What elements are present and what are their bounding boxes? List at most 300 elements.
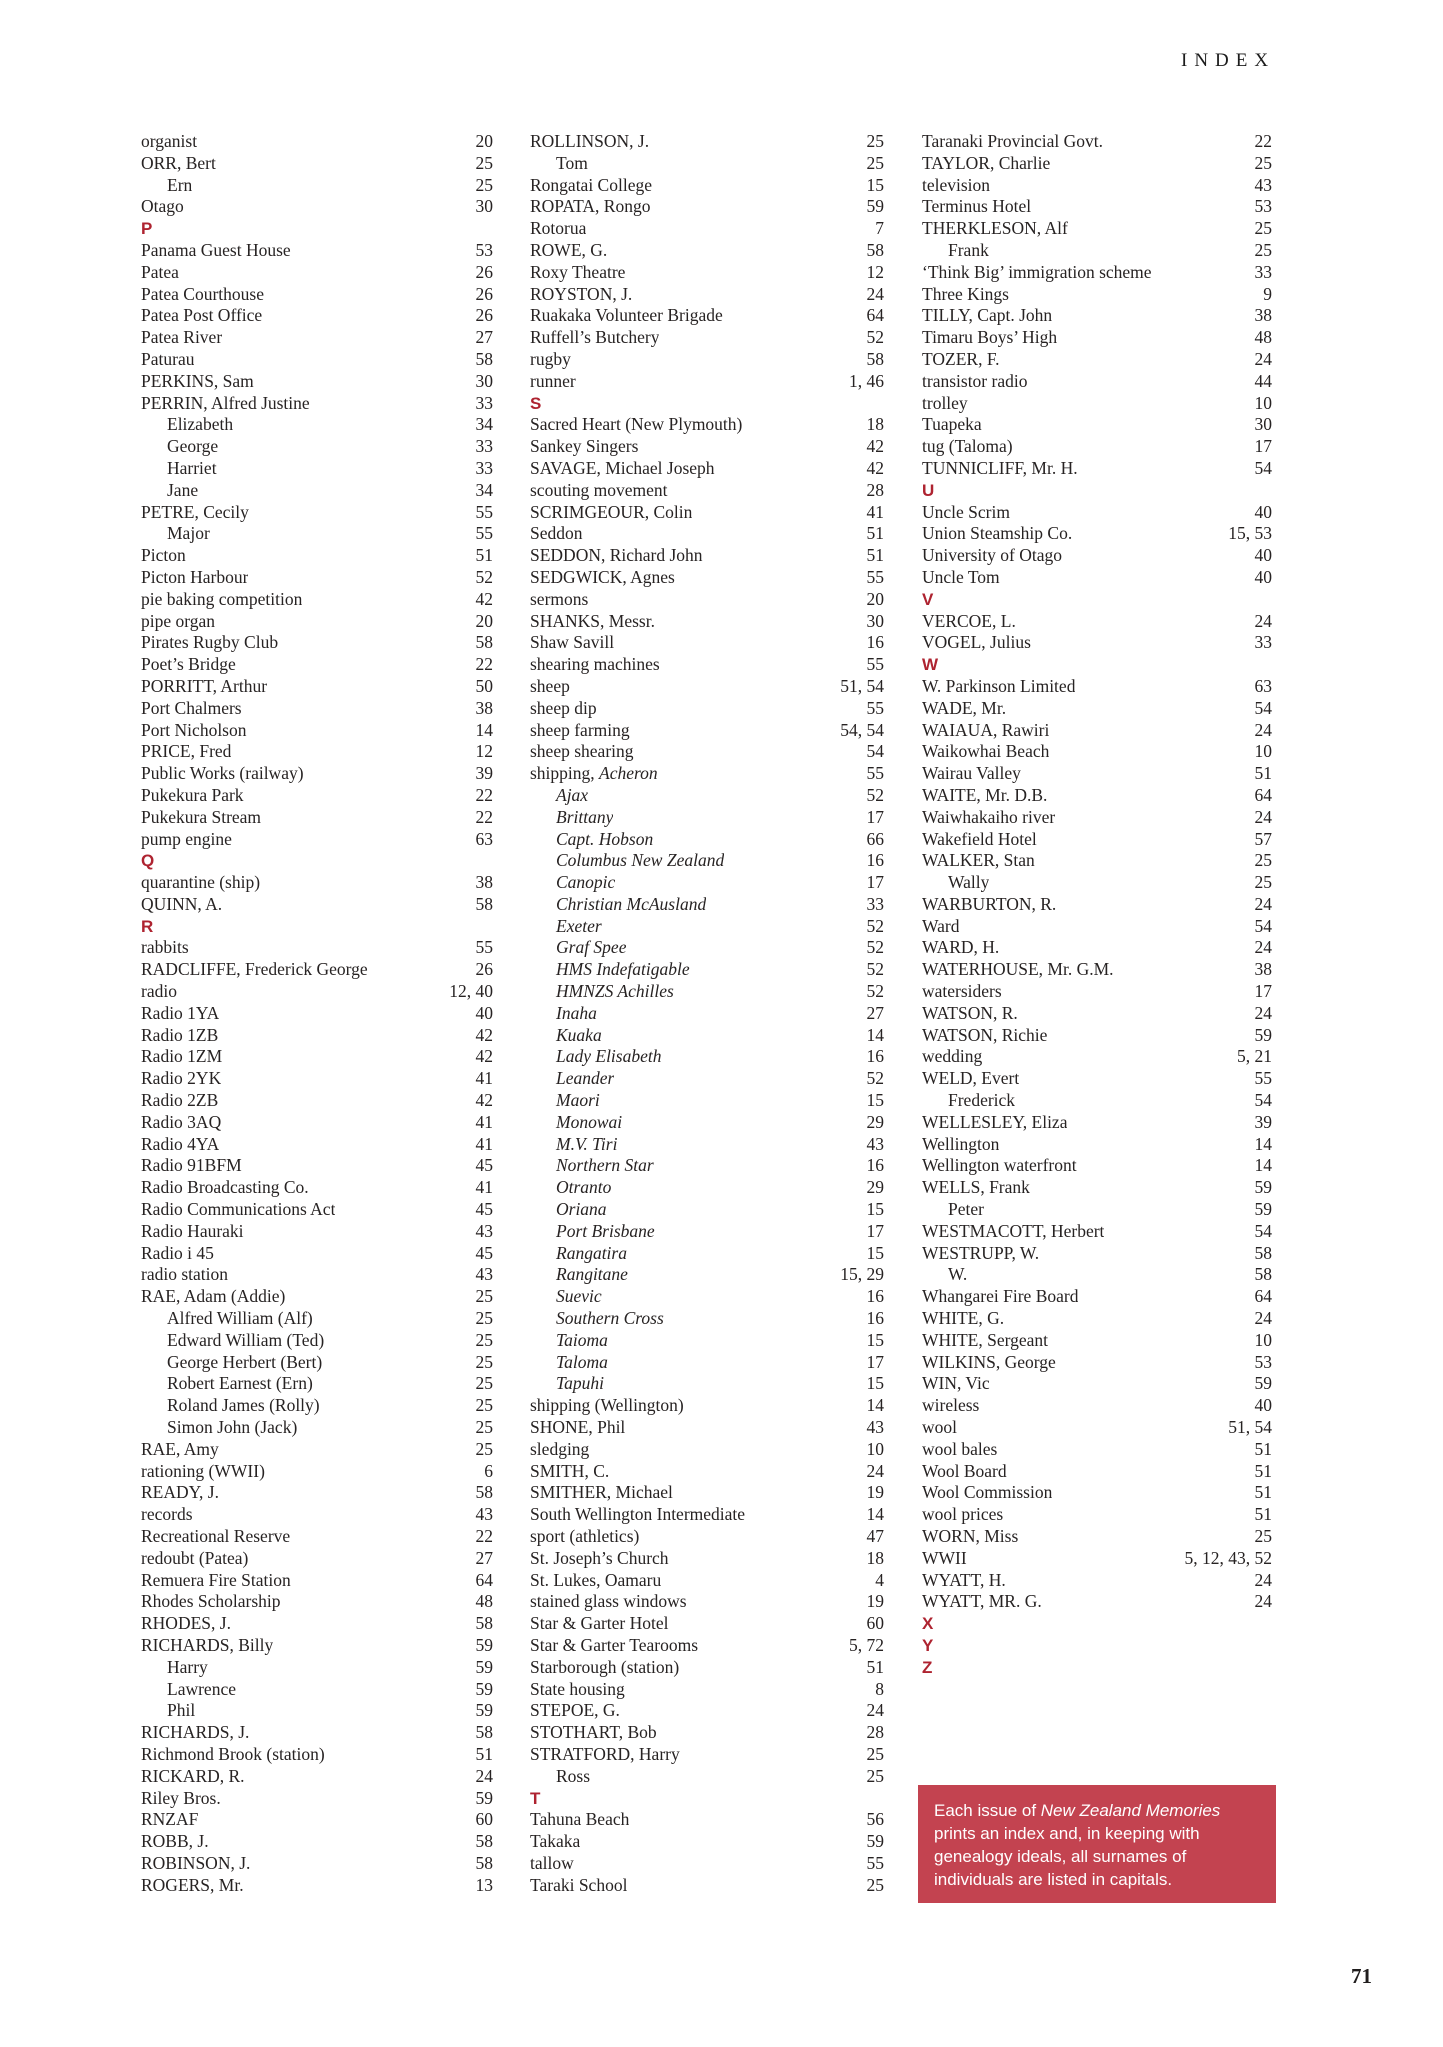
entry-label: quarantine (ship) <box>141 872 261 893</box>
index-entry <box>530 1744 884 1766</box>
entry-page-numbers: 25 <box>475 1417 493 1438</box>
entry-page-numbers: 55 <box>475 501 493 522</box>
entry-label: Taloma <box>556 1351 608 1372</box>
index-entry <box>141 1177 493 1199</box>
index-entry <box>141 1199 493 1221</box>
entry-label: Taioma <box>556 1329 608 1350</box>
entry-label: PERKINS, Sam <box>141 370 254 391</box>
entry-page-numbers: 27 <box>475 327 493 348</box>
entry-page-numbers: 17 <box>866 1351 884 1372</box>
entry-page-numbers: 14 <box>866 1024 884 1045</box>
entry-label: Terminus Hotel <box>922 196 1032 217</box>
index-entry <box>530 1526 884 1548</box>
entry-label: tallow <box>530 1852 574 1873</box>
entry-label: Northern Star <box>556 1155 654 1176</box>
index-entry <box>922 153 1272 175</box>
entry-label: Ward <box>922 915 960 936</box>
entry-page-numbers: 24 <box>866 283 884 304</box>
index-entry <box>922 1155 1272 1177</box>
entry-page-numbers: 29 <box>866 1111 884 1132</box>
entry-page-numbers: 33 <box>1254 261 1272 282</box>
entry-label: George <box>167 436 219 457</box>
entry-page-numbers: 15, 53 <box>1228 523 1272 544</box>
index-entry <box>141 1482 493 1504</box>
entry-label: M.V. Tiri <box>556 1133 618 1154</box>
entry-page-numbers: 16 <box>866 1046 884 1067</box>
entry-label: RADCLIFFE, Frederick George <box>141 959 368 980</box>
entry-label: Simon John (Jack) <box>167 1417 298 1438</box>
index-entry <box>530 916 884 938</box>
index-entry <box>141 1003 493 1025</box>
index-entry <box>922 1308 1272 1330</box>
index-entry <box>141 894 493 916</box>
entry-page-numbers: 43 <box>475 1264 493 1285</box>
entry-page-numbers: 54 <box>1254 915 1272 936</box>
entry-label: Wairau Valley <box>922 763 1021 784</box>
entry-label: Wakefield Hotel <box>922 828 1037 849</box>
index-note <box>918 1785 1276 1903</box>
index-entry <box>141 523 493 545</box>
index-entry <box>530 545 884 567</box>
entry-label: George Herbert (Bert) <box>167 1351 323 1372</box>
entry-label: Rhodes Scholarship <box>141 1591 281 1612</box>
entry-page-numbers: 12 <box>475 741 493 762</box>
entry-label: HMNZS Achilles <box>556 981 674 1002</box>
index-entry <box>530 1613 884 1635</box>
index-entry <box>922 1264 1272 1286</box>
index-entry <box>141 1243 493 1265</box>
index-entry <box>141 720 493 742</box>
entry-page-numbers: 39 <box>1254 1111 1272 1132</box>
entry-page-numbers: 59 <box>1254 1177 1272 1198</box>
entry-label: shipping, Acheron <box>530 763 658 784</box>
entry-label: PERRIN, Alfred Justine <box>141 392 310 413</box>
entry-page-numbers: 17 <box>866 1220 884 1241</box>
entry-page-numbers: 51 <box>1254 1460 1272 1481</box>
index-entry <box>530 1112 884 1134</box>
entry-label: Union Steamship Co. <box>922 523 1073 544</box>
index-entry <box>141 959 493 981</box>
index-entry <box>922 632 1272 654</box>
entry-label: scouting movement <box>530 479 668 500</box>
entry-label: Brittany <box>556 806 614 827</box>
entry-page-numbers: 14 <box>866 1395 884 1416</box>
index-entry <box>922 829 1272 851</box>
entry-page-numbers: 53 <box>1254 196 1272 217</box>
index-entry <box>922 1177 1272 1199</box>
index-entry <box>922 1286 1272 1308</box>
entry-page-numbers: 25 <box>475 1286 493 1307</box>
index-entry <box>141 1025 493 1047</box>
entry-page-numbers: 25 <box>475 1308 493 1329</box>
entry-page-numbers: 24 <box>866 1700 884 1721</box>
entry-label: Leander <box>556 1068 615 1089</box>
entry-label: SHONE, Phil <box>530 1417 626 1438</box>
index-note-line: individuals are listed in capitals. <box>934 1870 1173 1889</box>
index-entry <box>922 1068 1272 1090</box>
entry-page-numbers: 42 <box>475 1046 493 1067</box>
index-entry <box>922 698 1272 720</box>
entry-label: Wellington <box>922 1133 1000 1154</box>
index-entry <box>141 240 493 262</box>
entry-label: St. Lukes, Oamaru <box>530 1569 662 1590</box>
index-entry <box>141 1155 493 1177</box>
entry-page-numbers: 38 <box>1254 959 1272 980</box>
entry-label: Radio 1ZM <box>141 1046 223 1067</box>
index-entry <box>530 1199 884 1221</box>
entry-page-numbers: 15 <box>866 1199 884 1220</box>
entry-page-numbers: 58 <box>475 1613 493 1634</box>
entry-page-numbers: 25 <box>1254 872 1272 893</box>
entry-label: stained glass windows <box>530 1591 687 1612</box>
entry-label: SAVAGE, Michael Joseph <box>530 457 715 478</box>
entry-label: transistor radio <box>922 370 1028 391</box>
entry-page-numbers: 25 <box>475 152 493 173</box>
entry-label: Rangitane <box>556 1264 628 1285</box>
entry-label: Ruakaka Volunteer Brigade <box>530 305 723 326</box>
entry-page-numbers: 10 <box>1254 741 1272 762</box>
entry-page-numbers: 29 <box>866 1177 884 1198</box>
entry-page-numbers: 53 <box>1254 1351 1272 1372</box>
entry-label: RNZAF <box>141 1809 199 1830</box>
entry-label: RAE, Adam (Addie) <box>141 1286 286 1307</box>
index-entry <box>922 305 1272 327</box>
entry-label: QUINN, A. <box>141 893 223 914</box>
entry-label: WESTMACOTT, Herbert <box>922 1220 1105 1241</box>
entry-page-numbers: 25 <box>475 1329 493 1350</box>
entry-label: Panama Guest House <box>141 239 291 260</box>
entry-label: Uncle Tom <box>922 566 1000 587</box>
index-entry <box>922 1090 1272 1112</box>
entry-page-numbers: 15 <box>866 1329 884 1350</box>
entry-label: pie baking competition <box>141 588 303 609</box>
index-entry <box>922 1243 1272 1265</box>
entry-label: Jane <box>167 479 199 500</box>
entry-page-numbers: 52 <box>866 981 884 1002</box>
entry-page-numbers: 59 <box>475 1634 493 1655</box>
index-entry <box>922 1221 1272 1243</box>
index-entry <box>530 829 884 851</box>
entry-label: Wellington waterfront <box>922 1155 1077 1176</box>
entry-page-numbers: 19 <box>866 1482 884 1503</box>
entry-page-numbers: 33 <box>475 436 493 457</box>
entry-label: Rangatira <box>556 1242 627 1263</box>
index-entry <box>530 1657 884 1679</box>
index-entry <box>141 1264 493 1286</box>
entry-page-numbers: 22 <box>475 806 493 827</box>
entry-page-numbers: 24 <box>1254 610 1272 631</box>
entry-label: Public Works (railway) <box>141 763 304 784</box>
entry-label: THERKLESON, Alf <box>922 218 1068 239</box>
index-entry <box>530 981 884 1003</box>
entry-label: WESTRUPP, W. <box>922 1242 1040 1263</box>
entry-label: Radio 1ZB <box>141 1024 219 1045</box>
index-entry <box>530 1809 884 1831</box>
index-entry <box>530 676 884 698</box>
entry-page-numbers: 50 <box>475 675 493 696</box>
index-entry <box>922 937 1272 959</box>
entry-label: University of Otago <box>922 545 1062 566</box>
index-entry <box>530 262 884 284</box>
entry-page-numbers: 25 <box>475 1395 493 1416</box>
entry-label: Uncle Scrim <box>922 501 1010 522</box>
entry-label: wedding <box>922 1046 983 1067</box>
entry-label: Lady Elisabeth <box>556 1046 662 1067</box>
index-entry <box>141 1286 493 1308</box>
entry-page-numbers: 5, 72 <box>849 1634 884 1655</box>
entry-page-numbers: 24 <box>1254 1591 1272 1612</box>
entry-label: Phil <box>167 1700 196 1721</box>
index-entry <box>141 1700 493 1722</box>
index-entry <box>141 196 493 218</box>
entry-label: TOZER, F. <box>922 348 1000 369</box>
entry-page-numbers: 55 <box>866 1852 884 1873</box>
entry-label: Robert Earnest (Ern) <box>167 1373 313 1394</box>
entry-page-numbers: 52 <box>866 327 884 348</box>
index-entry <box>141 1417 493 1439</box>
index-entry <box>141 1679 493 1701</box>
entry-label: tug (Taloma) <box>922 436 1013 457</box>
entry-page-numbers: 15 <box>866 1242 884 1263</box>
entry-label: Suevic <box>556 1286 602 1307</box>
index-entry <box>530 1221 884 1243</box>
section-letter-W: W <box>922 655 939 675</box>
index-entry <box>141 131 493 153</box>
entry-page-numbers: 38 <box>475 697 493 718</box>
index-entry <box>141 741 493 763</box>
entry-label: HMS Indefatigable <box>556 959 690 980</box>
entry-label: Maori <box>556 1090 600 1111</box>
entry-label: W. <box>948 1264 968 1285</box>
index-entry <box>922 1482 1272 1504</box>
entry-page-numbers: 43 <box>1254 174 1272 195</box>
index-entry <box>141 262 493 284</box>
entry-page-numbers: 38 <box>475 872 493 893</box>
index-entry <box>922 436 1272 458</box>
entry-page-numbers: 10 <box>1254 392 1272 413</box>
entry-label: Harriet <box>167 457 217 478</box>
entry-page-numbers: 54 <box>1254 1090 1272 1111</box>
entry-label: VOGEL, Julius <box>922 632 1031 653</box>
index-entry <box>530 1853 884 1875</box>
entry-page-numbers: 25 <box>475 1438 493 1459</box>
index-entry <box>530 1700 884 1722</box>
entry-label: Patea Courthouse <box>141 283 264 304</box>
entry-label: Star & Garter Tearooms <box>530 1634 699 1655</box>
entry-page-numbers: 14 <box>1254 1155 1272 1176</box>
index-entry <box>922 414 1272 436</box>
section-letter-S: S <box>530 393 542 413</box>
entry-page-numbers: 51 <box>1254 1438 1272 1459</box>
entry-page-numbers: 55 <box>475 523 493 544</box>
entry-page-numbers: 25 <box>1254 239 1272 260</box>
index-entry <box>922 916 1272 938</box>
entry-page-numbers: 17 <box>866 806 884 827</box>
entry-label: Wool Commission <box>922 1482 1053 1503</box>
entry-page-numbers: 16 <box>866 632 884 653</box>
entry-label: Alfred William (Alf) <box>167 1308 313 1329</box>
entry-page-numbers: 27 <box>475 1547 493 1568</box>
index-entry <box>530 872 884 894</box>
index-entry <box>530 1482 884 1504</box>
index-entry <box>141 1635 493 1657</box>
entry-label: VERCOE, L. <box>922 610 1016 631</box>
index-entry <box>141 1330 493 1352</box>
index-entry <box>530 305 884 327</box>
index-entry <box>530 1417 884 1439</box>
entry-page-numbers: 58 <box>475 1482 493 1503</box>
index-entry <box>530 1134 884 1156</box>
entry-label: Port Brisbane <box>556 1220 655 1241</box>
entry-page-numbers: 14 <box>1254 1133 1272 1154</box>
entry-label: PORRITT, Arthur <box>141 675 268 696</box>
index-entry <box>530 959 884 981</box>
index-entry <box>922 959 1272 981</box>
entry-label: redoubt (Patea) <box>141 1547 249 1568</box>
entry-page-numbers: 33 <box>475 392 493 413</box>
entry-page-numbers: 25 <box>866 152 884 173</box>
entry-label: TUNNICLIFF, Mr. H. <box>922 457 1078 478</box>
entry-page-numbers: 55 <box>1254 1068 1272 1089</box>
entry-label: Exeter <box>556 915 602 936</box>
index-entry <box>922 1112 1272 1134</box>
index-entry <box>141 1526 493 1548</box>
index-entry <box>922 763 1272 785</box>
entry-page-numbers: 57 <box>1254 828 1272 849</box>
entry-page-numbers: 42 <box>475 588 493 609</box>
index-entry <box>530 502 884 524</box>
index-entry <box>141 175 493 197</box>
index-entry <box>922 196 1272 218</box>
index-entry <box>530 371 884 393</box>
section-letter-P: P <box>141 219 153 239</box>
entry-page-numbers: 14 <box>866 1504 884 1525</box>
entry-page-numbers: 16 <box>866 850 884 871</box>
entry-label: South Wellington Intermediate <box>530 1504 746 1525</box>
entry-label: Pirates Rugby Club <box>141 632 279 653</box>
index-entry <box>922 1025 1272 1047</box>
entry-page-numbers: 24 <box>1254 1002 1272 1023</box>
index-entry <box>530 763 884 785</box>
entry-label: PETRE, Cecily <box>141 501 249 522</box>
entry-label: Graf Spee <box>556 937 627 958</box>
entry-label: Edward William (Ted) <box>167 1329 325 1350</box>
index-entry <box>530 1766 884 1788</box>
entry-page-numbers: 59 <box>1254 1024 1272 1045</box>
index-entry <box>141 785 493 807</box>
entry-label: ROLLINSON, J. <box>530 131 650 151</box>
entry-label: W. Parkinson Limited <box>922 675 1076 696</box>
entry-label: Radio Broadcasting Co. <box>141 1177 309 1198</box>
entry-page-numbers: 25 <box>475 1351 493 1372</box>
index-entry <box>530 1679 884 1701</box>
entry-page-numbers: 25 <box>866 131 884 151</box>
index-entry <box>141 1134 493 1156</box>
index-entry <box>530 807 884 829</box>
entry-label: SEDGWICK, Agnes <box>530 566 675 587</box>
index-entry <box>530 1352 884 1374</box>
index-entry <box>922 1395 1272 1417</box>
index-entry <box>530 720 884 742</box>
entry-label: sheep <box>530 675 570 696</box>
index-entry <box>141 305 493 327</box>
entry-page-numbers: 40 <box>1254 566 1272 587</box>
entry-label: Wool Board <box>922 1460 1007 1481</box>
index-entry <box>141 654 493 676</box>
entry-label: sermons <box>530 588 589 609</box>
index-entry <box>922 1046 1272 1068</box>
entry-label: Radio Hauraki <box>141 1220 244 1241</box>
entry-label: Christian McAusland <box>556 893 707 914</box>
entry-label: Peter <box>948 1199 984 1220</box>
entry-page-numbers: 19 <box>866 1591 884 1612</box>
entry-page-numbers: 55 <box>475 937 493 958</box>
section-letter-Z: Z <box>922 1657 933 1677</box>
index-entry <box>530 1025 884 1047</box>
entry-page-numbers: 51 <box>866 545 884 566</box>
entry-label: WARD, H. <box>922 937 1000 958</box>
entry-page-numbers: 10 <box>866 1438 884 1459</box>
entry-page-numbers: 15 <box>866 174 884 195</box>
entry-page-numbers: 52 <box>866 937 884 958</box>
entry-label: WATSON, R. <box>922 1002 1018 1023</box>
entry-label: STOTHART, Bob <box>530 1722 657 1743</box>
entry-page-numbers: 41 <box>475 1111 493 1132</box>
entry-label: WALKER, Stan <box>922 850 1035 871</box>
index-entry <box>141 458 493 480</box>
index-entry <box>530 327 884 349</box>
entry-page-numbers: 45 <box>475 1199 493 1220</box>
entry-label: Sacred Heart (New Plymouth) <box>530 414 743 435</box>
entry-label: rationing (WWII) <box>141 1460 265 1481</box>
entry-label: wool prices <box>922 1504 1004 1525</box>
entry-label: sledging <box>530 1438 590 1459</box>
index-entry <box>530 1395 884 1417</box>
entry-page-numbers: 43 <box>866 1417 884 1438</box>
index-entry <box>141 698 493 720</box>
entry-page-numbers: 26 <box>475 959 493 980</box>
index-entry <box>141 1831 493 1853</box>
index-entry <box>922 1439 1272 1461</box>
entry-label: Ross <box>556 1765 591 1786</box>
section-letter-X: X <box>922 1614 934 1634</box>
index-note-line: Each issue of New Zealand Memories <box>934 1801 1221 1820</box>
entry-page-numbers: 5, 21 <box>1237 1046 1272 1067</box>
index-entry <box>922 371 1272 393</box>
entry-label: Radio 3AQ <box>141 1111 222 1132</box>
index-entry <box>922 523 1272 545</box>
index-entry <box>141 480 493 502</box>
entry-label: RICKARD, R. <box>141 1765 245 1786</box>
entry-page-numbers: 51 <box>475 545 493 566</box>
entry-label: Radio 2ZB <box>141 1090 219 1111</box>
index-entry <box>141 1439 493 1461</box>
entry-label: WADE, Mr. <box>922 697 1007 718</box>
index-entry <box>530 1308 884 1330</box>
index-entry <box>922 262 1272 284</box>
entry-label: WORN, Miss <box>922 1526 1019 1546</box>
entry-page-numbers: 59 <box>866 1831 884 1852</box>
entry-page-numbers: 27 <box>866 1002 884 1023</box>
index-note-line: prints an index and, in keeping with <box>934 1824 1200 1843</box>
entry-label: WATERHOUSE, Mr. G.M. <box>922 959 1114 980</box>
entry-label: STEPOE, G. <box>530 1700 620 1721</box>
entry-label: sheep farming <box>530 719 630 740</box>
entry-label: Radio 4YA <box>141 1133 220 1154</box>
entry-page-numbers: 24 <box>1254 1308 1272 1329</box>
entry-label: Roxy Theatre <box>530 261 626 282</box>
entry-label: Remuera Fire Station <box>141 1569 291 1590</box>
